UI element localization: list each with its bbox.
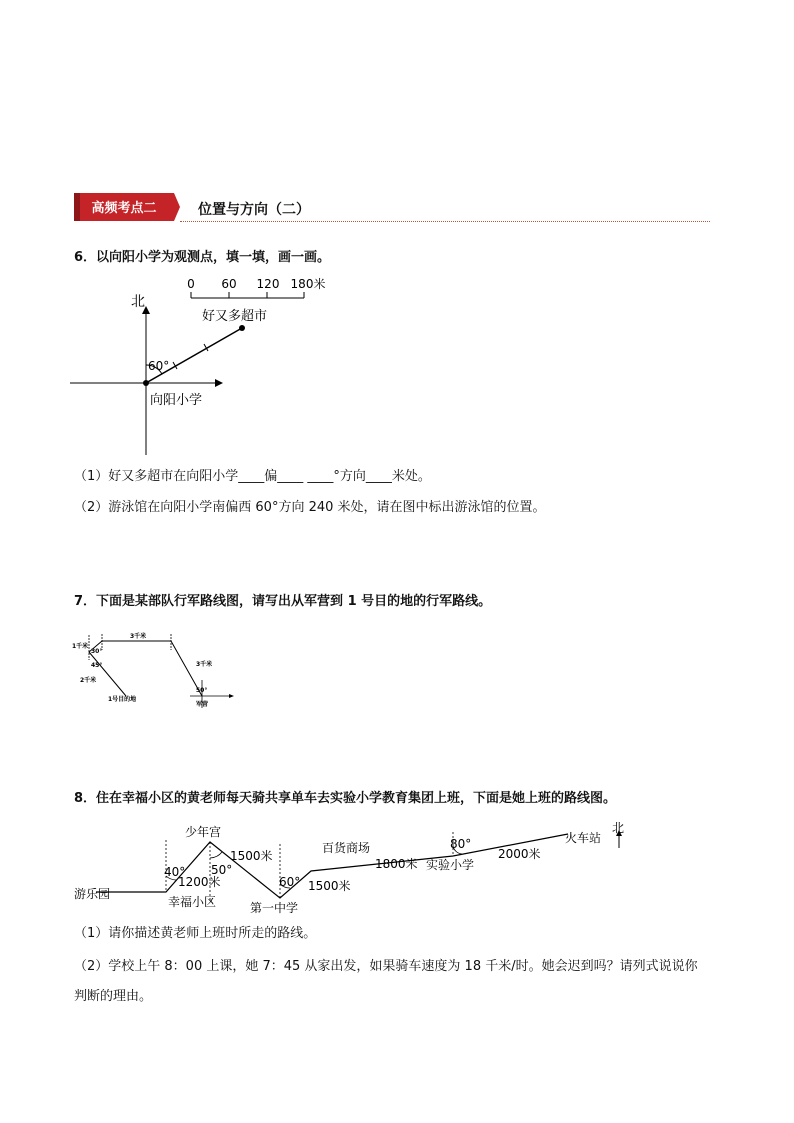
q8-d1500a: 1500米 (230, 849, 273, 863)
q6-diagram (60, 270, 360, 462)
q7-d3top: 3千米 (130, 633, 147, 640)
q8-d2000: 2000米 (498, 847, 541, 861)
q7-a50: 50° (196, 687, 208, 694)
supermarket-point (239, 325, 245, 331)
march-route (89, 641, 202, 696)
supermarket-label: 好又多超市 (202, 309, 268, 324)
q7-diagram (70, 628, 250, 710)
supermarket-ray (146, 328, 242, 383)
section-title: 位置与方向（二） (198, 202, 310, 218)
q7-a30: 30° (91, 648, 103, 655)
q8-d1200: 1200米 (178, 875, 221, 889)
school-label: 向阳小学 (150, 393, 203, 408)
q8-a40: 40° (164, 865, 186, 879)
q8-station: 火车站 (565, 831, 602, 845)
q8-palace: 少年宫 (185, 825, 222, 839)
school-point (143, 380, 149, 386)
scale-label-180: 180米 (290, 277, 326, 291)
q8-middle: 第一中学 (250, 901, 299, 915)
q8-a50: 50° (211, 863, 233, 877)
east-arrow-icon (215, 379, 223, 387)
q8-north-label: 北 (612, 821, 625, 835)
q7-dest: 1号目的地 (108, 696, 137, 703)
scale-label-0: 0 (187, 277, 195, 291)
q8-mall: 百货商场 (322, 841, 371, 855)
q8-d1800: 1800米 (375, 857, 418, 871)
q8-d1500b: 1500米 (308, 879, 351, 893)
camp-east-arrow-icon (229, 694, 234, 698)
q8-a60: 60° (279, 875, 301, 889)
q6-sub2: （2）游泳馆在向阳小学南偏西 60°方向 240 米处，请在图中标出游泳馆的位置。 (74, 500, 546, 515)
q7-a45: 45° (91, 662, 103, 669)
scale-bar (187, 276, 325, 298)
q7-d3right: 3千米 (196, 661, 213, 668)
q8-sub1: （1）请你描述黄老师上班时所走的路线。 (74, 926, 317, 941)
q8-stem: 8．住在幸福小区的黄老师每天骑共享单车去实验小学教育集团上班，下面是她上班的路线图。 (74, 791, 617, 806)
q7-d1: 1千米 (72, 643, 89, 650)
q6-stem: 6．以向阳小学为观测点，填一填，画一画。 (74, 250, 331, 265)
q8-home: 幸福小区 (168, 895, 217, 909)
q7-d2: 2千米 (80, 677, 97, 684)
q8-a80: 80° (450, 837, 472, 851)
q7-camp: 军营 (196, 701, 209, 708)
section-badge (74, 193, 180, 221)
scale-label-60: 60 (221, 277, 237, 291)
q8-diagram (70, 818, 640, 918)
q7-stem: 7．下面是某部队行军路线图，请写出从军营到 1 号目的地的行军路线。 (74, 594, 492, 609)
section-divider (180, 221, 710, 222)
q8-park: 游乐园 (74, 887, 111, 901)
q8-school: 实验小学 (426, 858, 475, 872)
q8-sub2a: （2）学校上午 8：00 上课，她 7：45 从家出发，如果骑车速度为 18 千米/时。她会迟到吗？请列式说说你 (74, 959, 698, 974)
north-label: 北 (131, 294, 145, 310)
q6-sub1: （1）好又多超市在向阳小学____偏____ ____°方向____米处。 (74, 469, 431, 484)
section-badge-text: 高频考点二 (91, 201, 157, 216)
q8-sub2b: 判断的理由。 (74, 989, 153, 1004)
scale-label-120: 120 (256, 277, 280, 291)
angle-label: 60° (148, 359, 170, 373)
